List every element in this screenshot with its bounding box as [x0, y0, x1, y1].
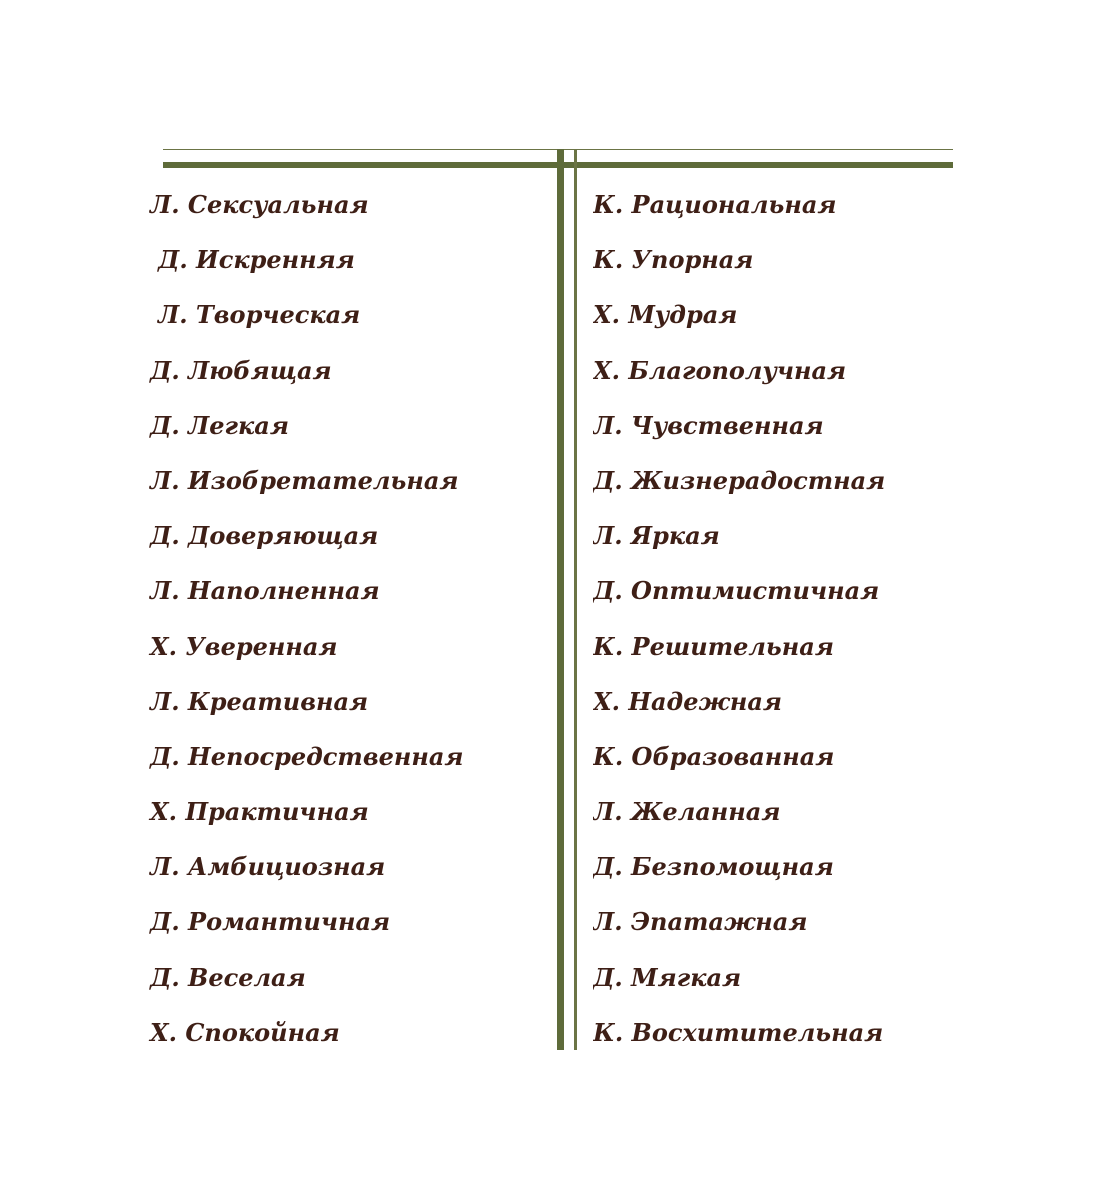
left-item: Д. Любящая — [150, 355, 332, 385]
right-item: Л. Эпатажная — [593, 907, 808, 937]
left-item: Д. Легкая — [150, 410, 289, 440]
left-item: Л. Изобретательная — [150, 465, 459, 495]
vertical-rule-thick — [557, 149, 564, 1050]
right-item: К. Восхитительная — [593, 1017, 884, 1047]
right-item: К. Образованная — [593, 741, 835, 771]
right-item: Х. Мудрая — [593, 300, 738, 330]
vertical-rule-thin — [574, 149, 577, 1050]
right-item: Д. Мягкая — [593, 962, 742, 992]
right-item: Д. Оптимистичная — [593, 576, 880, 606]
right-item: Д. Жизнерадостная — [593, 465, 886, 495]
right-column — [593, 177, 953, 1060]
left-item: Л. Креативная — [150, 686, 369, 716]
left-item: Х. Спокойная — [150, 1017, 340, 1047]
right-item: К. Упорная — [593, 245, 754, 275]
right-item: Л. Чувственная — [593, 410, 824, 440]
left-item: Д. Искренняя — [158, 245, 355, 275]
right-item: Х. Надежная — [593, 686, 782, 716]
right-item: К. Рациональная — [593, 190, 837, 219]
right-item: Д. Безпомощная — [593, 852, 834, 882]
right-item: Л. Желанная — [593, 797, 781, 827]
right-item: Л. Яркая — [593, 521, 720, 551]
left-item: Х. Уверенная — [150, 631, 338, 661]
left-item: Х. Практичная — [150, 797, 369, 827]
left-item: Д. Доверяющая — [150, 521, 379, 551]
left-item: Д. Романтичная — [150, 907, 391, 937]
left-item: Л. Сексуальная — [150, 190, 369, 219]
left-column — [150, 177, 550, 1060]
right-item: Х. Благополучная — [593, 355, 847, 385]
left-item: Д. Веселая — [150, 962, 306, 992]
left-item: Л. Творческая — [158, 300, 361, 330]
right-item: К. Решительная — [593, 631, 834, 661]
left-item: Л. Наполненная — [150, 576, 380, 606]
left-item: Д. Непосредственная — [150, 741, 464, 771]
left-item: Л. Амбициозная — [150, 852, 386, 882]
